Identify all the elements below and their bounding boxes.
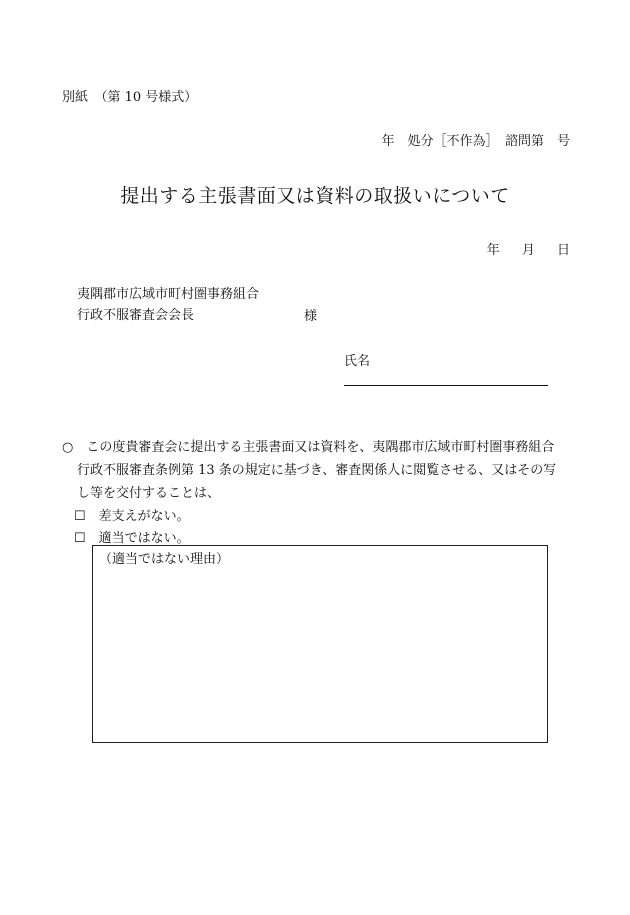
statement-line-2: 行政不服審査条例第 13 条の規定に基づき、審査関係人に閲覧させる、又はその写 [77,463,557,478]
reason-box-label: （適当ではない理由） [99,552,230,567]
statement-line-3: し等を交付することは、 [77,486,221,501]
option-not-appropriate-checkbox[interactable]: ☐ 適当ではない。 [74,531,190,546]
option-no-objection-checkbox[interactable]: ☐ 差支えがない。 [74,509,190,524]
signature-line[interactable] [344,385,548,386]
recipient-title: 行政不服審査会会長 [77,308,195,323]
name-label: 氏名 [344,354,371,369]
statement-line-1: ○ この度貴審査会に提出する主張書面又は資料を、夷隅郡市広域市町村圏事務組合 [62,440,555,455]
document-title: 提出する主張書面又は資料の取扱いについて [120,185,510,207]
date-line: 年 月 日 [486,243,570,258]
form-number: 別紙 （第 10 号様式） [62,90,198,105]
reason-textbox[interactable] [92,545,548,743]
reference-number: 年 処分［不作為］ 諮問第 号 [381,134,570,149]
statement-text [62,436,556,505]
recipient-organization: 夷隅郡市広域市町村圏事務組合 [77,287,260,302]
recipient-honorific: 様 [304,309,318,324]
recipient-block [77,284,259,326]
